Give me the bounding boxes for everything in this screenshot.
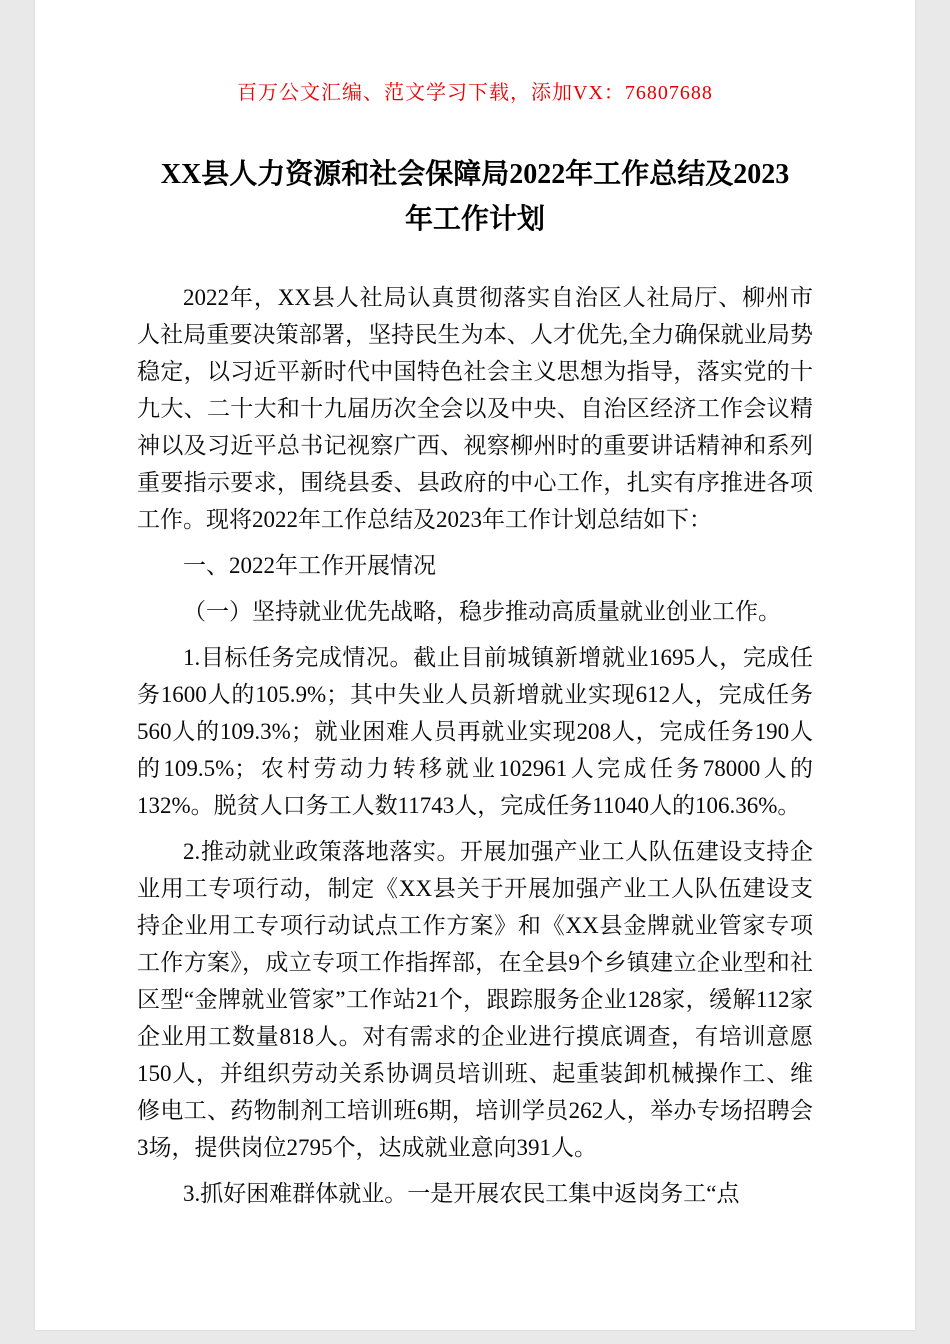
paragraph-intro: 2022年，XX县人社局认真贯彻落实自治区人社局厅、柳州市人社局重要决策部署，坚持民生为本、人才优先,全力确保就业局势稳定，以习近平新时代中国特色社会主义思想为指导，落实党的十九大、二十大和十九届历次全会以及中央、自治区经济工作会议精神以及习近平总书记视察广西、视察柳州时的重要讲话精神和系列重要指示要求，围绕县委、县政府的中心工作，扎实有序推进各项工作。现将2022年工作总结及2023年工作计划总结如下：: [137, 284, 813, 532]
document-title: XX县人力资源和社会保障局2022年工作总结及2023年工作计划: [160, 159, 790, 235]
document-page: [35, 0, 915, 1330]
heading-subsection-one: （一）坚持就业优先战略，稳步推动高质量就业创业工作。: [183, 598, 781, 624]
paragraph-task-completion: 1.目标任务完成情况。截止目前城镇新增就业1695人，完成任务1600人的105.9%；其中失业人员新增就业实现612人，完成任务560人的109.3%；就业困难人员再就业实现208人，完成任务190人的109.5%；农村劳动力转移就业102961人完成任务78000人的132%。脱贫人口务工人数11743人，完成任务11040人的106.36%。: [137, 644, 813, 818]
promo-banner: 百万公文汇编、范文学习下载，添加VX：76807688: [237, 82, 713, 104]
paragraph-policy-implementation: 2.推动就业政策落地落实。开展加强产业工人队伍建设支持企业用工专项行动，制定《XX县关于开展加强产业工人队伍建设支持企业用工专项行动试点工作方案》和《XX县金牌就业管家专项工作方案》，成立专项工作指挥部，在全县9个乡镇建立企业型和社区型“金牌就业管家”工作站21个，跟踪服务企业128家，缓解112家企业用工数量818人。对有需求的企业进行摸底调查，有培训意愿150人，并组织劳动关系协调员培训班、起重装卸机械操作工、维修电工、药物制剂工培训班6期，培训学员262人，举办专场招聘会3场，提供岗位2795个，达成就业意向391人。: [137, 838, 813, 1160]
heading-section-one: 一、2022年工作开展情况: [183, 552, 436, 578]
document-body: [137, 279, 813, 1212]
paragraph-difficult-groups: 3.抓好困难群体就业。一是开展农民工集中返岗务工“点: [183, 1180, 740, 1206]
